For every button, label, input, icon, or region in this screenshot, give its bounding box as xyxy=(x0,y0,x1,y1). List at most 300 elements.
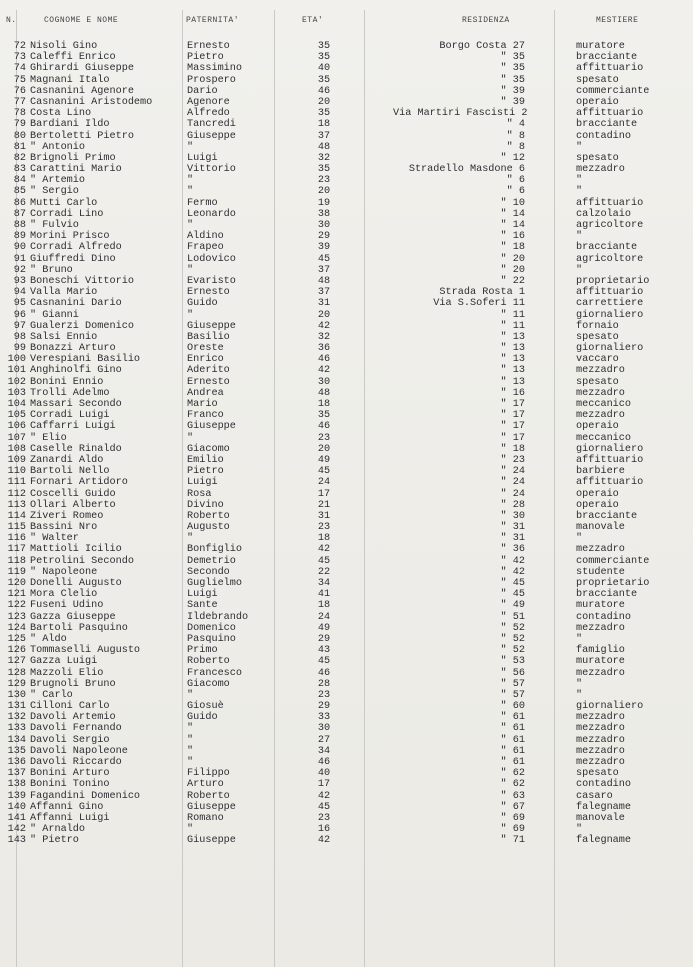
row-paternity: Ildebrando xyxy=(187,611,249,623)
row-residence: Stradello Masdone 6 xyxy=(408,164,525,176)
table-row xyxy=(0,265,693,276)
table-row xyxy=(0,600,693,611)
row-name: " Arnaldo xyxy=(30,824,86,836)
row-name: Gazza Giuseppe xyxy=(30,611,116,623)
row-age: 28 xyxy=(317,678,331,690)
table-row xyxy=(0,119,693,130)
row-paternity: Giuseppe xyxy=(187,421,236,433)
row-name: Cilloni Carlo xyxy=(30,701,110,713)
row-paternity: Giuseppe xyxy=(187,801,236,813)
row-paternity: Alfredo xyxy=(187,108,230,120)
table-row xyxy=(0,712,693,723)
table-row xyxy=(0,668,693,679)
row-age: 45 xyxy=(317,555,331,567)
row-residence: " 61 xyxy=(500,734,525,746)
row-occupation: spesato xyxy=(576,768,619,780)
row-name: " Artemio xyxy=(30,175,86,187)
row-paternity: Giuseppe xyxy=(187,130,236,142)
table-row xyxy=(0,612,693,623)
table-row xyxy=(0,645,693,656)
row-number: 101 xyxy=(7,365,26,377)
table-row xyxy=(0,824,693,835)
row-occupation: mezzadro xyxy=(576,410,625,422)
row-residence: " 35 xyxy=(500,74,525,86)
table-row xyxy=(0,399,693,410)
row-number: 85 xyxy=(13,186,26,198)
row-residence: " 23 xyxy=(500,454,525,466)
row-occupation: mezzadro xyxy=(576,734,625,746)
row-paternity: Giuseppe xyxy=(187,320,236,332)
row-occupation: contadino xyxy=(576,130,632,142)
row-paternity: Divino xyxy=(187,499,224,511)
row-number: 73 xyxy=(13,52,26,64)
row-number: 131 xyxy=(7,701,26,713)
row-number: 108 xyxy=(7,443,26,455)
row-residence: " 49 xyxy=(500,600,525,612)
row-name: Brugnoli Bruno xyxy=(30,678,116,690)
row-paternity: Filippo xyxy=(187,768,230,780)
row-number: 118 xyxy=(7,555,26,567)
row-name: Anghinolfi Gino xyxy=(30,365,122,377)
row-age: 35 xyxy=(317,410,331,422)
row-number: 126 xyxy=(7,645,26,657)
table-row xyxy=(0,522,693,533)
row-paternity: Augusto xyxy=(187,522,230,534)
row-occupation: commerciante xyxy=(576,555,650,567)
row-number: 133 xyxy=(7,723,26,735)
row-residence: " 20 xyxy=(500,253,525,265)
row-occupation: carrettiere xyxy=(576,298,644,310)
row-age: 45 xyxy=(317,801,331,813)
row-paternity: Lodovico xyxy=(187,253,236,265)
row-residence: " 31 xyxy=(500,533,525,545)
row-paternity: Roberto xyxy=(187,510,230,522)
row-residence: " 69 xyxy=(500,812,525,824)
row-name: Petrolini Secondo xyxy=(30,555,134,567)
row-paternity: Rosa xyxy=(187,488,212,500)
row-age: 48 xyxy=(317,141,331,153)
row-residence: " 35 xyxy=(500,52,525,64)
row-paternity: " xyxy=(187,734,194,746)
row-age: 17 xyxy=(317,488,331,500)
row-occupation: mezzadro xyxy=(576,667,625,679)
row-residence: " 17 xyxy=(500,410,525,422)
row-paternity: Tancredi xyxy=(187,119,236,131)
row-age: 48 xyxy=(317,275,331,287)
row-occupation: bracciante xyxy=(576,119,638,131)
row-age: 20 xyxy=(317,443,331,455)
row-number: 124 xyxy=(7,622,26,634)
row-paternity: Luigi xyxy=(187,477,218,489)
row-name: Mazzoli Elio xyxy=(30,667,104,679)
row-occupation: " xyxy=(576,231,583,243)
row-age: 29 xyxy=(317,231,331,243)
row-occupation: mezzadro xyxy=(576,387,625,399)
row-occupation: " xyxy=(576,175,583,187)
row-residence: " 14 xyxy=(500,208,525,220)
row-name: Brignoli Primo xyxy=(30,152,116,164)
row-age: 23 xyxy=(317,175,331,187)
row-name: Davoli Sergio xyxy=(30,734,110,746)
row-residence: Via Martiri Fascisti 2 xyxy=(393,108,528,120)
header-age: ETA' xyxy=(302,16,324,25)
row-number: 77 xyxy=(13,96,26,108)
row-age: 49 xyxy=(317,622,331,634)
header-occupation: MESTIERE xyxy=(596,16,639,25)
row-name: Costa Lino xyxy=(30,108,92,120)
row-paternity: " xyxy=(187,689,194,701)
row-occupation: mezzadro xyxy=(576,544,625,556)
row-paternity: Secondo xyxy=(187,566,230,578)
row-age: 45 xyxy=(317,253,331,265)
row-number: 113 xyxy=(7,499,26,511)
row-occupation: muratore xyxy=(576,656,625,668)
row-age: 30 xyxy=(317,723,331,735)
row-paternity: Aderito xyxy=(187,365,230,377)
row-name: Salsi Ennio xyxy=(30,331,98,343)
table-row xyxy=(0,86,693,97)
row-age: 46 xyxy=(317,757,331,768)
row-occupation: famiglio xyxy=(576,645,625,657)
row-paternity: Roberto xyxy=(187,656,230,668)
row-residence: " 28 xyxy=(500,499,525,511)
row-age: 42 xyxy=(317,320,331,332)
table-row xyxy=(0,634,693,645)
row-residence: " 24 xyxy=(500,466,525,478)
row-residence: " 6 xyxy=(506,175,525,187)
row-age: 34 xyxy=(317,578,331,589)
table-row xyxy=(0,298,693,309)
row-age: 45 xyxy=(317,466,331,478)
row-age: 49 xyxy=(317,454,331,466)
table-row xyxy=(0,63,693,74)
row-age: 24 xyxy=(317,477,331,489)
row-residence: " 62 xyxy=(500,779,525,791)
row-occupation: " xyxy=(576,824,583,836)
row-number: 78 xyxy=(13,108,26,120)
row-age: 17 xyxy=(317,779,331,791)
row-name: " Antonio xyxy=(30,141,86,153)
row-number: 96 xyxy=(13,309,26,321)
row-paternity: " xyxy=(187,745,194,757)
row-name: Affanni Gino xyxy=(30,801,104,813)
row-number: 105 xyxy=(7,410,26,422)
row-paternity: Francesco xyxy=(187,667,243,679)
row-occupation: giornaliero xyxy=(576,443,644,455)
row-paternity: Franco xyxy=(187,410,224,422)
row-paternity: Emilio xyxy=(187,454,224,466)
row-age: 37 xyxy=(317,287,331,299)
row-occupation: agricoltore xyxy=(576,220,644,231)
row-name: Affanni Luigi xyxy=(30,812,110,824)
row-paternity: " xyxy=(187,175,194,187)
row-age: 30 xyxy=(317,376,331,388)
row-number: 109 xyxy=(7,454,26,466)
row-occupation: proprietario xyxy=(576,275,650,287)
row-paternity: Sante xyxy=(187,600,218,612)
row-age: 36 xyxy=(317,343,331,355)
row-occupation: affittuario xyxy=(576,63,644,75)
table-row xyxy=(0,556,693,567)
row-number: 125 xyxy=(7,633,26,645)
row-paternity: " xyxy=(187,186,194,198)
row-occupation: proprietario xyxy=(576,578,650,589)
row-residence: " 61 xyxy=(500,745,525,757)
row-paternity: Pietro xyxy=(187,466,224,478)
row-number: 143 xyxy=(7,835,26,847)
row-age: 21 xyxy=(317,499,331,511)
row-number: 92 xyxy=(13,264,26,276)
row-paternity: Bonfiglio xyxy=(187,544,243,556)
table-row xyxy=(0,477,693,488)
table-row xyxy=(0,421,693,432)
row-number: 111 xyxy=(7,477,26,489)
row-number: 107 xyxy=(7,432,26,444)
row-occupation: meccanico xyxy=(576,432,632,444)
table-row xyxy=(0,365,693,376)
row-paternity: " xyxy=(187,220,194,231)
table-row xyxy=(0,198,693,209)
row-occupation: spesato xyxy=(576,152,619,164)
row-name: Davoli Napoleone xyxy=(30,745,128,757)
table-row xyxy=(0,75,693,86)
row-age: 40 xyxy=(317,768,331,780)
row-number: 81 xyxy=(13,141,26,153)
row-number: 83 xyxy=(13,164,26,176)
table-row xyxy=(0,735,693,746)
row-age: 19 xyxy=(317,197,331,209)
row-number: 121 xyxy=(7,589,26,601)
row-residence: " 10 xyxy=(500,197,525,209)
table-row xyxy=(0,802,693,813)
table-row xyxy=(0,466,693,477)
row-occupation: bracciante xyxy=(576,242,638,254)
row-name: Verespiani Basilio xyxy=(30,354,141,366)
table-row xyxy=(0,254,693,265)
row-occupation: falegname xyxy=(576,835,632,847)
row-name: " Fulvio xyxy=(30,220,79,231)
row-age: 43 xyxy=(317,645,331,657)
table-row xyxy=(0,578,693,589)
table-row xyxy=(0,41,693,52)
table-row xyxy=(0,97,693,108)
row-age: 35 xyxy=(317,108,331,120)
row-paternity: Mario xyxy=(187,399,218,410)
row-number: 136 xyxy=(7,757,26,768)
row-age: 45 xyxy=(317,656,331,668)
table-row xyxy=(0,701,693,712)
row-number: 122 xyxy=(7,600,26,612)
table-row xyxy=(0,835,693,846)
row-residence: " 18 xyxy=(500,443,525,455)
row-occupation: mezzadro xyxy=(576,164,625,176)
row-residence: " 17 xyxy=(500,399,525,410)
row-paternity: Giacomo xyxy=(187,678,230,690)
row-occupation: " xyxy=(576,678,583,690)
row-name: Corradi Luigi xyxy=(30,410,110,422)
row-name: Corradi Alfredo xyxy=(30,242,122,254)
row-number: 88 xyxy=(13,220,26,231)
row-age: 35 xyxy=(317,52,331,64)
row-number: 119 xyxy=(7,566,26,578)
table-row xyxy=(0,746,693,757)
row-occupation: studente xyxy=(576,566,625,578)
row-number: 135 xyxy=(7,745,26,757)
row-occupation: " xyxy=(576,141,583,153)
row-age: 18 xyxy=(317,119,331,131)
row-name: Ghirardi Giuseppe xyxy=(30,63,134,75)
row-residence: " 36 xyxy=(500,544,525,556)
row-number: 79 xyxy=(13,119,26,131)
row-residence: " 53 xyxy=(500,656,525,668)
row-paternity: Frapeo xyxy=(187,242,224,254)
row-paternity: Ernesto xyxy=(187,41,230,52)
table-row xyxy=(0,276,693,287)
row-name: " Pietro xyxy=(30,835,79,847)
table-row xyxy=(0,589,693,600)
row-number: 128 xyxy=(7,667,26,679)
table-row xyxy=(0,813,693,824)
table-row xyxy=(0,757,693,768)
row-name: Caleffi Enrico xyxy=(30,52,116,64)
row-name: Bonini Arturo xyxy=(30,768,110,780)
row-occupation: affittuario xyxy=(576,477,644,489)
row-age: 41 xyxy=(317,589,331,601)
row-occupation: spesato xyxy=(576,74,619,86)
row-residence: Via S.Soferi 11 xyxy=(433,298,525,310)
row-paternity: Aldino xyxy=(187,231,224,243)
row-name: Gualerzi Domenico xyxy=(30,320,134,332)
row-paternity: Luigi xyxy=(187,589,218,601)
row-age: 48 xyxy=(317,387,331,399)
row-paternity: Agenore xyxy=(187,96,230,108)
table-row xyxy=(0,131,693,142)
table-row xyxy=(0,768,693,779)
row-residence: " 61 xyxy=(500,757,525,768)
row-age: 38 xyxy=(317,208,331,220)
row-paternity: Dario xyxy=(187,85,218,97)
row-name: Mora Clelio xyxy=(30,589,98,601)
row-paternity: " xyxy=(187,533,194,545)
row-paternity: " xyxy=(187,264,194,276)
row-paternity: Prospero xyxy=(187,74,236,86)
table-row xyxy=(0,623,693,634)
row-paternity: Pietro xyxy=(187,52,224,64)
row-residence: " 71 xyxy=(500,835,525,847)
row-residence: " 12 xyxy=(500,152,525,164)
row-residence: " 24 xyxy=(500,477,525,489)
row-age: 23 xyxy=(317,522,331,534)
row-occupation: mezzadro xyxy=(576,723,625,735)
table-row xyxy=(0,544,693,555)
row-occupation: operaio xyxy=(576,499,619,511)
row-occupation: operaio xyxy=(576,421,619,433)
row-occupation: contadino xyxy=(576,611,632,623)
row-number: 80 xyxy=(13,130,26,142)
row-number: 75 xyxy=(13,74,26,86)
row-number: 112 xyxy=(7,488,26,500)
row-age: 18 xyxy=(317,600,331,612)
row-number: 74 xyxy=(13,63,26,75)
table-row xyxy=(0,511,693,522)
register-table xyxy=(0,41,693,847)
row-name: Tommaselli Augusto xyxy=(30,645,141,657)
row-residence: " 61 xyxy=(500,712,525,724)
table-row xyxy=(0,310,693,321)
row-residence: " 45 xyxy=(500,578,525,589)
row-paternity: Giuseppe xyxy=(187,835,236,847)
row-name: " Carlo xyxy=(30,689,73,701)
row-age: 30 xyxy=(317,220,331,231)
row-paternity: Demetrio xyxy=(187,555,236,567)
row-residence: " 8 xyxy=(506,141,525,153)
row-number: 95 xyxy=(13,298,26,310)
table-row xyxy=(0,656,693,667)
row-paternity: " xyxy=(187,309,194,321)
row-age: 24 xyxy=(317,611,331,623)
row-occupation: affittuario xyxy=(576,197,644,209)
row-occupation: barbiere xyxy=(576,466,625,478)
row-age: 29 xyxy=(317,701,331,713)
row-residence: " 61 xyxy=(500,723,525,735)
row-residence: " 69 xyxy=(500,824,525,836)
row-number: 94 xyxy=(13,287,26,299)
row-occupation: spesato xyxy=(576,331,619,343)
row-age: 32 xyxy=(317,331,331,343)
row-number: 114 xyxy=(7,510,26,522)
row-number: 90 xyxy=(13,242,26,254)
row-paternity: " xyxy=(187,757,194,768)
row-residence: " 22 xyxy=(500,275,525,287)
table-row xyxy=(0,433,693,444)
row-age: 16 xyxy=(317,824,331,836)
row-paternity: Primo xyxy=(187,645,218,657)
table-row xyxy=(0,791,693,802)
row-age: 40 xyxy=(317,63,331,75)
row-residence: " 63 xyxy=(500,790,525,802)
row-age: 18 xyxy=(317,399,331,410)
table-row xyxy=(0,388,693,399)
row-occupation: operaio xyxy=(576,488,619,500)
row-name: " Bruno xyxy=(30,264,73,276)
row-name: Bardiani Ildo xyxy=(30,119,110,131)
row-name: Magnani Italo xyxy=(30,74,110,86)
row-occupation: bracciante xyxy=(576,510,638,522)
row-residence: " 62 xyxy=(500,768,525,780)
row-residence: " 45 xyxy=(500,589,525,601)
row-paternity: " xyxy=(187,824,194,836)
row-age: 23 xyxy=(317,812,331,824)
row-occupation: commerciante xyxy=(576,85,650,97)
table-row xyxy=(0,231,693,242)
row-number: 137 xyxy=(7,768,26,780)
row-age: 37 xyxy=(317,130,331,142)
row-name: Fornari Artidoro xyxy=(30,477,128,489)
row-name: Bonazzi Arturo xyxy=(30,343,116,355)
row-number: 123 xyxy=(7,611,26,623)
row-name: " Elio xyxy=(30,432,67,444)
row-age: 32 xyxy=(317,152,331,164)
row-name: Carattini Mario xyxy=(30,164,122,176)
table-row xyxy=(0,690,693,701)
table-row xyxy=(0,164,693,175)
row-occupation: operaio xyxy=(576,96,619,108)
row-occupation: meccanico xyxy=(576,399,632,410)
header-paternity: PATERNITA' xyxy=(186,16,240,25)
row-name: Bertoletti Pietro xyxy=(30,130,134,142)
row-paternity: Guido xyxy=(187,712,218,724)
row-occupation: affittuario xyxy=(576,287,644,299)
